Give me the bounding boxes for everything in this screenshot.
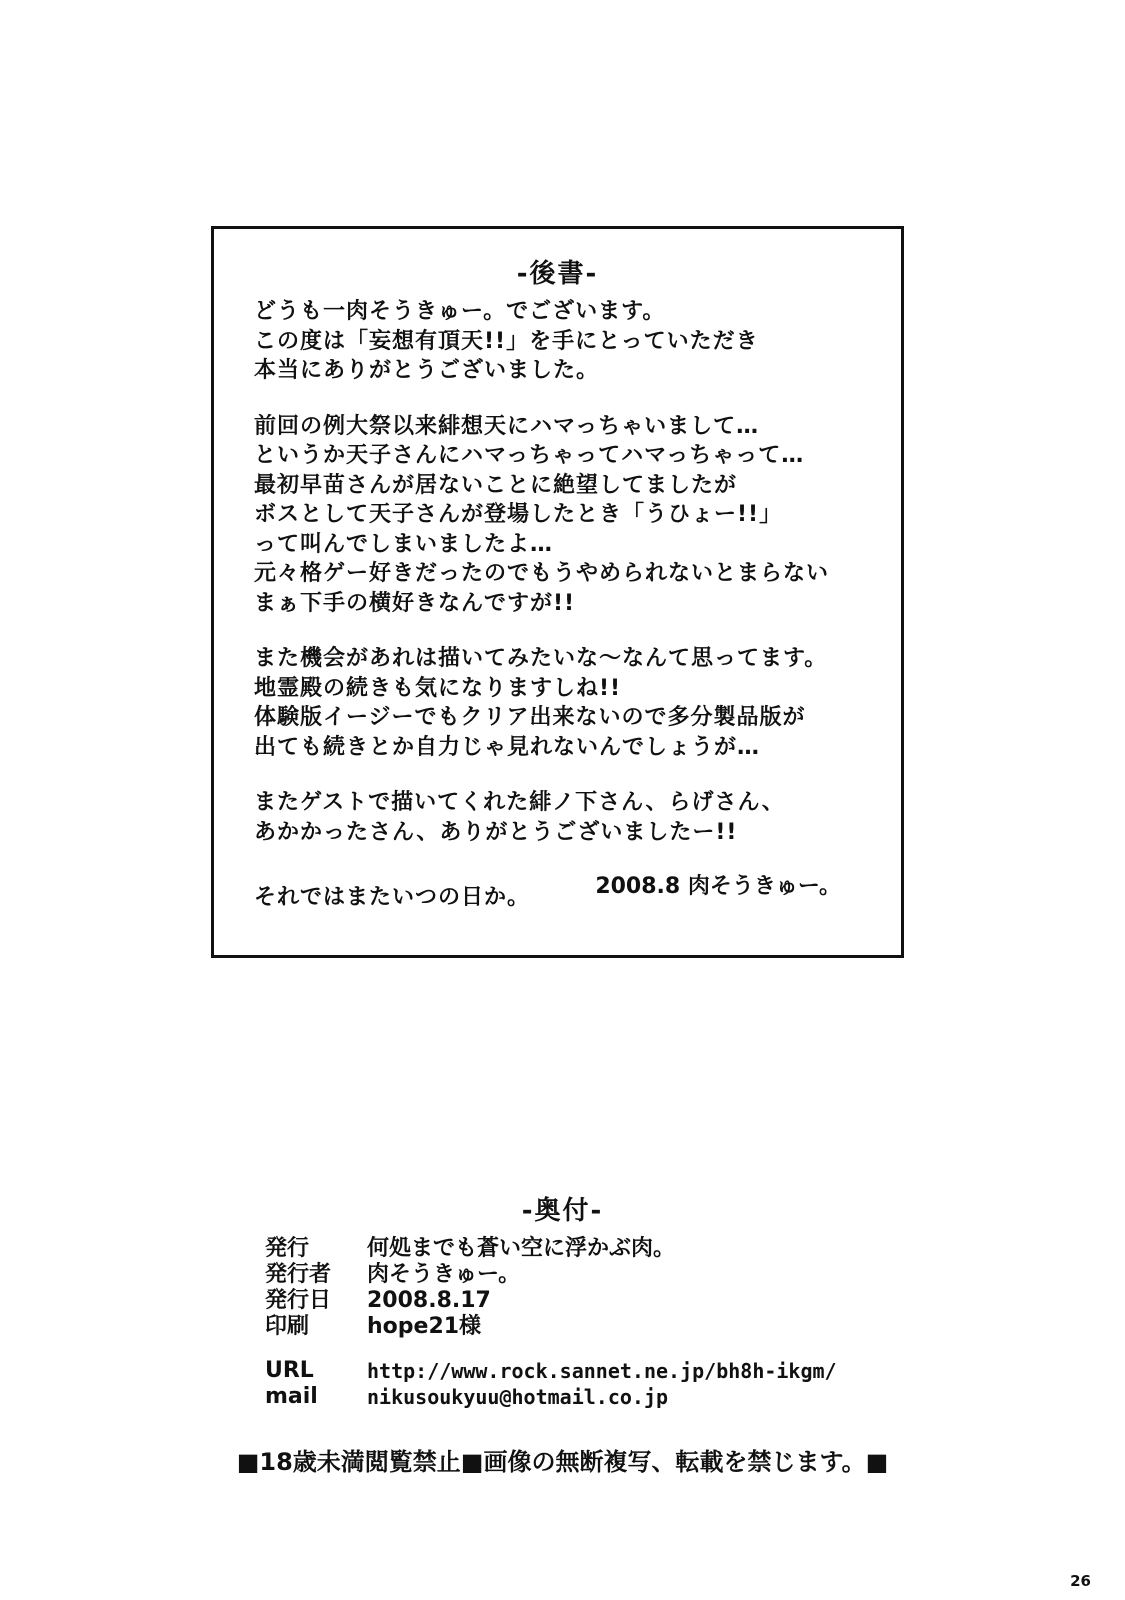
colophon-row-publisher bbox=[265, 1236, 837, 1262]
afterword-line: この度は「妄想有頂天!!」を手にとっていただき bbox=[254, 328, 759, 354]
colophon-row-url bbox=[265, 1358, 837, 1384]
afterword-paragraph bbox=[254, 788, 894, 847]
afterword-box bbox=[211, 226, 904, 958]
afterword-line: 最初早苗さんが居ないことに絶望してましたが bbox=[254, 472, 738, 498]
afterword-paragraph bbox=[254, 412, 894, 619]
colophon-row-mail bbox=[265, 1384, 837, 1410]
colophon-spacer bbox=[265, 1340, 837, 1358]
afterword-line: 本当にありがとうございました。 bbox=[254, 358, 600, 383]
afterword-line: って叫んでしまいましたよ… bbox=[254, 531, 554, 557]
colophon-label: URL bbox=[265, 1358, 314, 1383]
afterword-line: 出ても続きとか自力じゃ見れないんでしょうが… bbox=[254, 734, 761, 760]
afterword-body bbox=[254, 297, 894, 939]
colophon-label: 発行者 bbox=[265, 1262, 332, 1287]
colophon-label: 発行 bbox=[265, 1236, 310, 1261]
colophon-value: 2008.8.17 bbox=[367, 1288, 491, 1313]
colophon-row-printer bbox=[265, 1314, 837, 1340]
afterword-line: 体験版イージーでもクリア出来ないので多分製品版が bbox=[254, 705, 806, 730]
colophon-value: 肉そうきゅー。 bbox=[367, 1262, 521, 1287]
colophon-value: hope21様 bbox=[367, 1314, 482, 1339]
afterword-line: まぁ下手の横好きなんですが!! bbox=[254, 590, 576, 616]
email-address: nikusoukyuu@hotmail.co.jp bbox=[367, 1385, 669, 1409]
website-link: http://www.rock.sannet.ne.jp/bh8h-ikgm/ bbox=[367, 1359, 837, 1383]
afterword-paragraph bbox=[254, 644, 894, 762]
colophon-row-author bbox=[265, 1262, 837, 1288]
page-number: 26 bbox=[1070, 1572, 1091, 1590]
afterword-line: また機会があれは描いてみたいな～なんて思ってます。 bbox=[254, 646, 828, 671]
afterword-line: というか天子さんにハマっちゃってハマっちゃって… bbox=[254, 443, 805, 468]
colophon-label: 発行日 bbox=[265, 1288, 332, 1313]
afterword-line: 地霊殿の続きも気になりますしね!! bbox=[254, 675, 622, 701]
colophon-label: mail bbox=[265, 1384, 318, 1409]
afterword-line: あかかったさん、ありがとうございましたー!! bbox=[254, 819, 738, 845]
afterword-paragraph bbox=[254, 297, 894, 386]
afterword-line: ボスとして天子さんが登場したとき「うひょー!!」 bbox=[254, 502, 783, 527]
afterword-title: -後書- bbox=[516, 259, 599, 289]
colophon-label: 印刷 bbox=[265, 1314, 310, 1339]
afterword-signature: 2008.8 肉そうきゅー。 bbox=[595, 874, 841, 899]
colophon-row-date bbox=[265, 1288, 837, 1314]
colophon-value: 何処までも蒼い空に浮かぶ肉。 bbox=[367, 1236, 676, 1261]
afterword-line: それではまたいつの日か。 bbox=[254, 885, 531, 910]
colophon-table bbox=[265, 1236, 837, 1410]
afterword-line: どうも一肉そうきゅー。でございます。 bbox=[254, 299, 666, 324]
copyright-notice: ■18歳未満閲覧禁止■画像の無断複写、転載を禁じます。■ bbox=[236, 1448, 889, 1476]
afterword-line: またゲストで描いてくれた緋ノ下さん、らげさん、 bbox=[254, 790, 785, 815]
afterword-line: 前回の例大祭以来緋想天にハマっちゃいまして… bbox=[254, 413, 760, 439]
afterword-line: 元々格ゲー好きだったのでもうやめられないとまらない bbox=[254, 561, 830, 586]
colophon-title: -奥付- bbox=[521, 1196, 604, 1226]
